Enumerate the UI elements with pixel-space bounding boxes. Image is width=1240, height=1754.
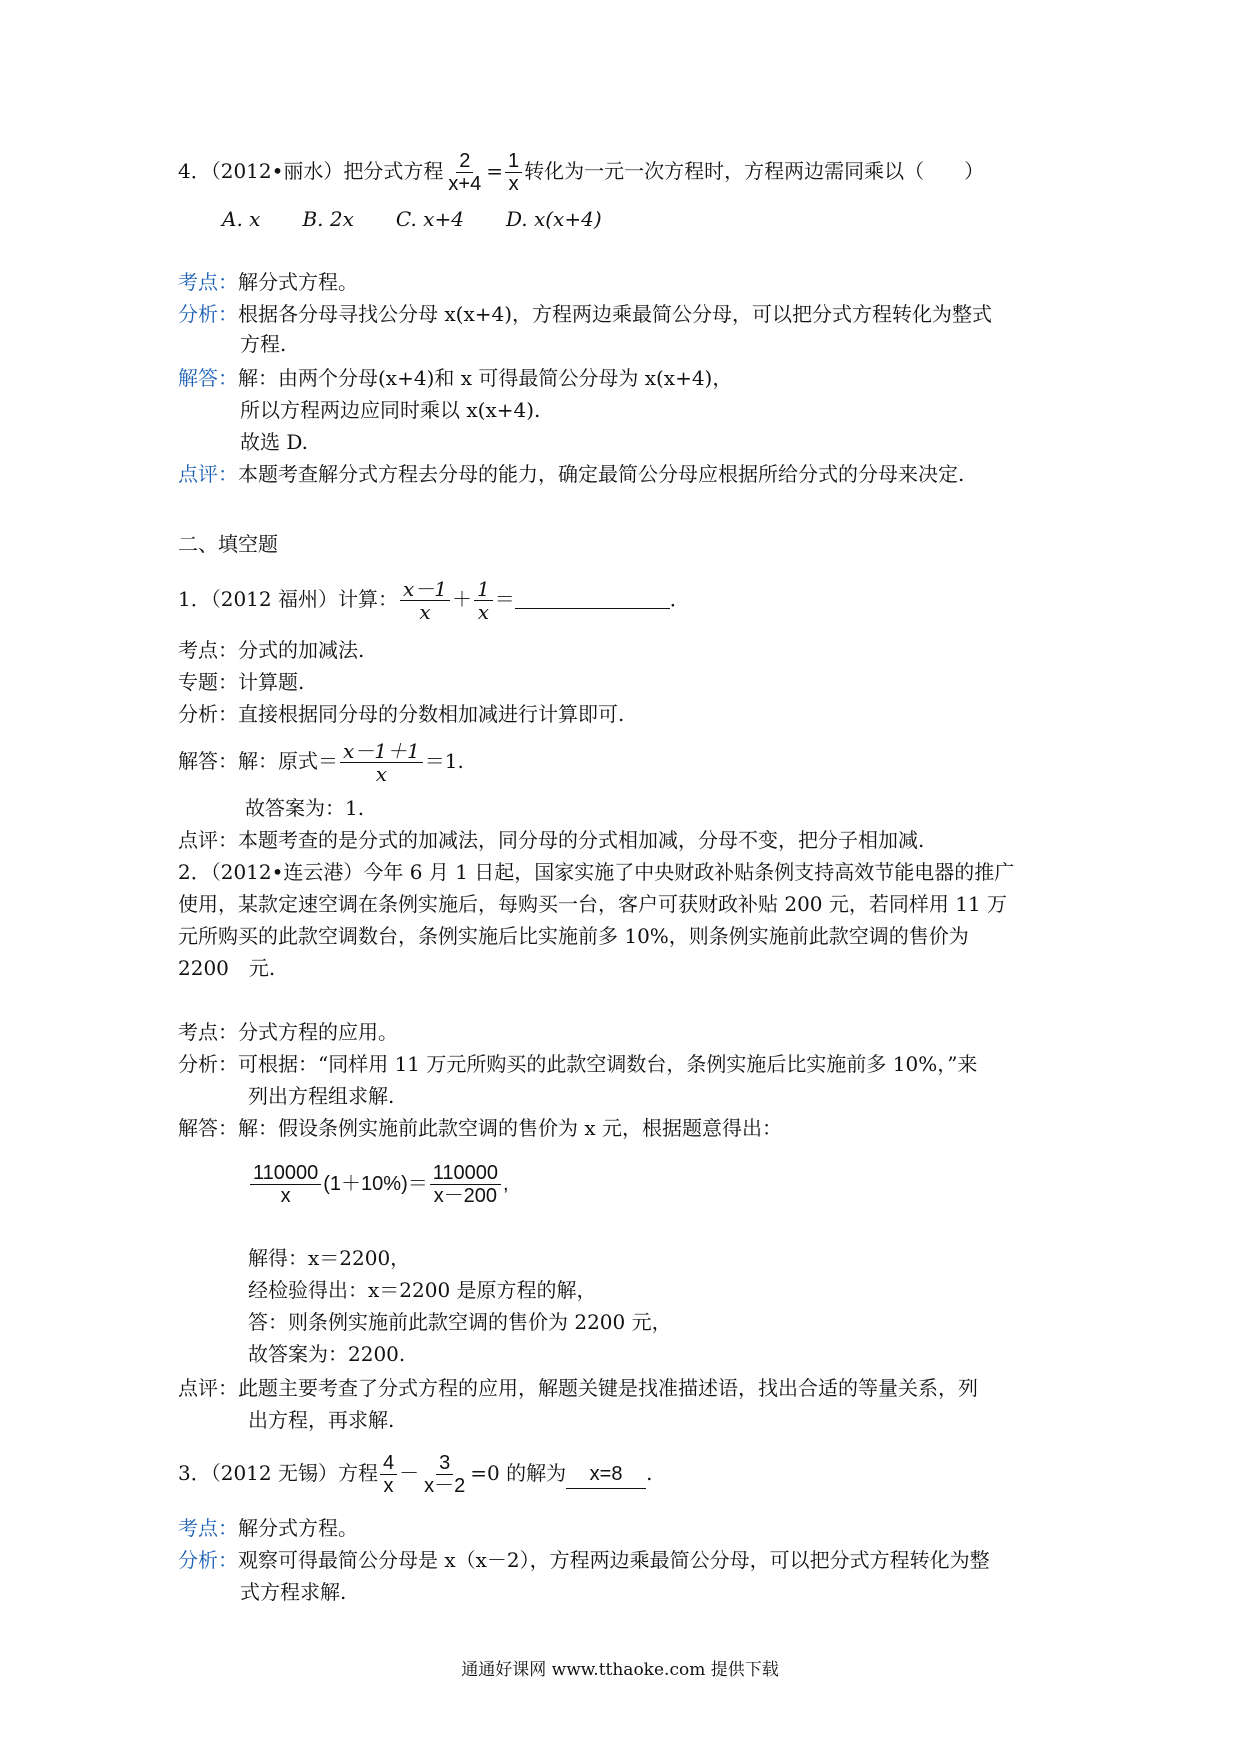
q4-jieda (178, 364, 732, 392)
f3-equals-zero: =0 的解为 (470, 1461, 567, 1485)
f2-line4: 2200 元. (178, 956, 276, 980)
q4-dianping-label: 点评： (178, 462, 238, 486)
f3-fraction-2 (421, 1452, 468, 1497)
q4-jieda-line3: 故选 D. (240, 430, 309, 454)
f1-equals: ＝ (494, 587, 515, 611)
f2-eq-denominator-1: x (280, 1185, 291, 1207)
f2-eq-fraction-1 (250, 1162, 321, 1207)
f3-fenxi-line2: 式方程求解. (240, 1580, 347, 1604)
f1-jieda-prefix: 解答：解：原式＝ (178, 749, 338, 773)
f3-frac2-numerator: 3 (436, 1452, 453, 1475)
f2-solution-4: 故答案为：2200. (248, 1342, 406, 1366)
f3-fenxi-line1: 观察可得最简公分母是 x（x－2），方程两边乘最简公分母，可以把分式方程转化为整 (238, 1548, 990, 1572)
f2-eq-numerator-1: 110000 (250, 1162, 321, 1185)
f1-frac2-denominator: x (477, 600, 489, 624)
section-title: 二、填空题 (178, 532, 278, 556)
f1-kaodian: 考点：分式的加减法. (178, 638, 365, 662)
f3-frac1-numerator: 4 (380, 1452, 397, 1475)
f3-frac1-denominator: x (383, 1475, 394, 1497)
f3-question (178, 1452, 652, 1497)
f1-question (178, 578, 690, 623)
q4-fenxi-line1: 根据各分母寻找公分母 x(x+4)，方程两边乘最简公分母，可以把分式方程转化为整式 (238, 302, 993, 326)
f2-eq-numerator-2: 110000 (430, 1162, 501, 1185)
f2-eq-denominator-2: x－200 (433, 1185, 498, 1207)
f3-kaodian (178, 1514, 358, 1542)
q4-suffix: 转化为一元一次方程时，方程两边需同乘以（ ） (524, 159, 985, 183)
f1-jieda-fraction (340, 740, 423, 785)
page-footer: 通通好课网 www.tthaoke.com 提供下载 (461, 1660, 779, 1680)
q4-option-c: C. x+4 (395, 207, 464, 231)
q4-dianping-text: 本题考查解分式方程去分母的能力，确定最简公分母应根据所给分式的分母来决定. (238, 462, 965, 486)
q4-frac2-denominator: x (508, 173, 519, 195)
f2-solution-1: 解得：x＝2200， (248, 1246, 411, 1270)
q4-fenxi-line2: 方程. (240, 332, 287, 356)
f1-plus: ＋ (452, 587, 472, 611)
f2-solution-2: 经检验得出：x＝2200 是原方程的解， (248, 1278, 597, 1302)
f2-jieda-line1: 解答：解：假设条例实施前此款空调的售价为 x 元，根据题意得出： (178, 1116, 782, 1140)
q4-option-d: D. x(x+4) (505, 207, 602, 231)
f2-line2: 使用，某款定速空调在条例实施后，每购买一台，客户可获财政补贴 200 元，若同样用 11 万 (178, 892, 1008, 916)
q4-frac2-numerator: 1 (505, 150, 522, 173)
f2-line1: 2．（2012•连云港）今年 6 月 1 日起，国家实施了中央财政补贴条例支持高效节能电器的推广 (178, 860, 1015, 884)
f2-kaodian: 考点：分式方程的应用。 (178, 1020, 398, 1044)
f3-answer: x=8 (566, 1460, 646, 1489)
f3-fraction-1 (380, 1452, 397, 1497)
q4-jieda-line1: 解：由两个分母(x+4)和 x 可得最简公分母为 x(x+4)， (238, 366, 733, 390)
f1-prefix: 1．（2012 福州）计算： (178, 587, 398, 611)
q4-kaodian-text: 解分式方程。 (238, 270, 358, 294)
f2-dianping-line2: 出方程，再求解. (248, 1408, 395, 1432)
f2-eq-fraction-2 (430, 1162, 501, 1207)
q4-fenxi (178, 300, 992, 328)
q4-frac1-numerator: 2 (456, 150, 473, 173)
q4-kaodian-label: 考点： (178, 270, 238, 294)
f1-jieda-suffix: ＝1. (424, 749, 464, 773)
f2-dianping-line1: 点评：此题主要考查了分式方程的应用，解题关键是找准描述语，找出合适的等量关系，列 (178, 1376, 978, 1400)
f2-equation (248, 1162, 509, 1207)
q4-question (178, 150, 984, 195)
q4-dianping (178, 460, 964, 488)
f3-kaodian-text: 解分式方程。 (238, 1516, 358, 1540)
q4-jieda-label: 解答： (178, 366, 238, 390)
f2-eq-middle: (1＋10%)＝ (323, 1172, 428, 1195)
f1-answer: 故答案为：1. (245, 796, 365, 820)
f1-fraction-1 (400, 578, 450, 623)
f1-frac2-numerator: 1 (474, 578, 493, 601)
f2-line3: 元所购买的此款空调数台，条例实施后比实施前多 10%，则条例实施前此款空调的售价为 (178, 924, 969, 948)
f3-minus: － (399, 1461, 420, 1485)
f1-dianping: 点评：本题考查的是分式的加减法，同分母的分式相加减，分母不变，把分子相加减. (178, 828, 925, 852)
q4-fraction-2 (505, 150, 522, 195)
f3-fenxi (178, 1546, 990, 1574)
f1-zhuanti: 专题：计算题. (178, 670, 305, 694)
q4-jieda-line2: 所以方程两边应同时乘以 x(x+4). (240, 398, 541, 422)
f1-jieda-numerator: x－1＋1 (340, 740, 423, 763)
f3-kaodian-label: 考点： (178, 1516, 238, 1540)
f1-frac1-numerator: x－1 (400, 578, 450, 601)
q4-option-a: A. x (222, 207, 261, 231)
f1-jieda (178, 740, 464, 785)
f1-fraction-2 (474, 578, 493, 623)
f1-fenxi: 分析：直接根据同分母的分数相加减进行计算即可. (178, 702, 625, 726)
f1-answer-blank (515, 588, 670, 609)
q4-frac1-denominator: x+4 (448, 173, 482, 195)
f3-fenxi-label: 分析： (178, 1548, 238, 1572)
f1-end: ． (669, 587, 690, 611)
f3-prefix: 3．（2012 无锡）方程 (178, 1461, 378, 1485)
f2-fenxi-line2: 列出方程组求解. (248, 1084, 395, 1108)
f1-frac1-denominator: x (419, 600, 431, 624)
q4-prefix: 4．（2012•丽水）把分式方程 (178, 159, 444, 183)
q4-options (222, 205, 644, 233)
q4-kaodian (178, 268, 358, 296)
q4-equals: = (486, 159, 503, 183)
f2-solution-3: 答：则条例实施前此款空调的售价为 2200 元， (248, 1310, 672, 1334)
f1-jieda-denominator: x (375, 762, 387, 786)
f3-frac2-denominator: x－2 (424, 1475, 466, 1497)
f2-fenxi-line1: 分析：可根据：“同样用 11 万元所购买的此款空调数台，条例实施后比实施前多 10%，”来 (178, 1052, 978, 1076)
f3-end: . (646, 1461, 653, 1485)
q4-option-b: B. 2x (302, 207, 354, 231)
q4-fraction-1 (445, 150, 484, 195)
f2-eq-end: , (503, 1172, 509, 1195)
q4-fenxi-label: 分析： (178, 302, 238, 326)
